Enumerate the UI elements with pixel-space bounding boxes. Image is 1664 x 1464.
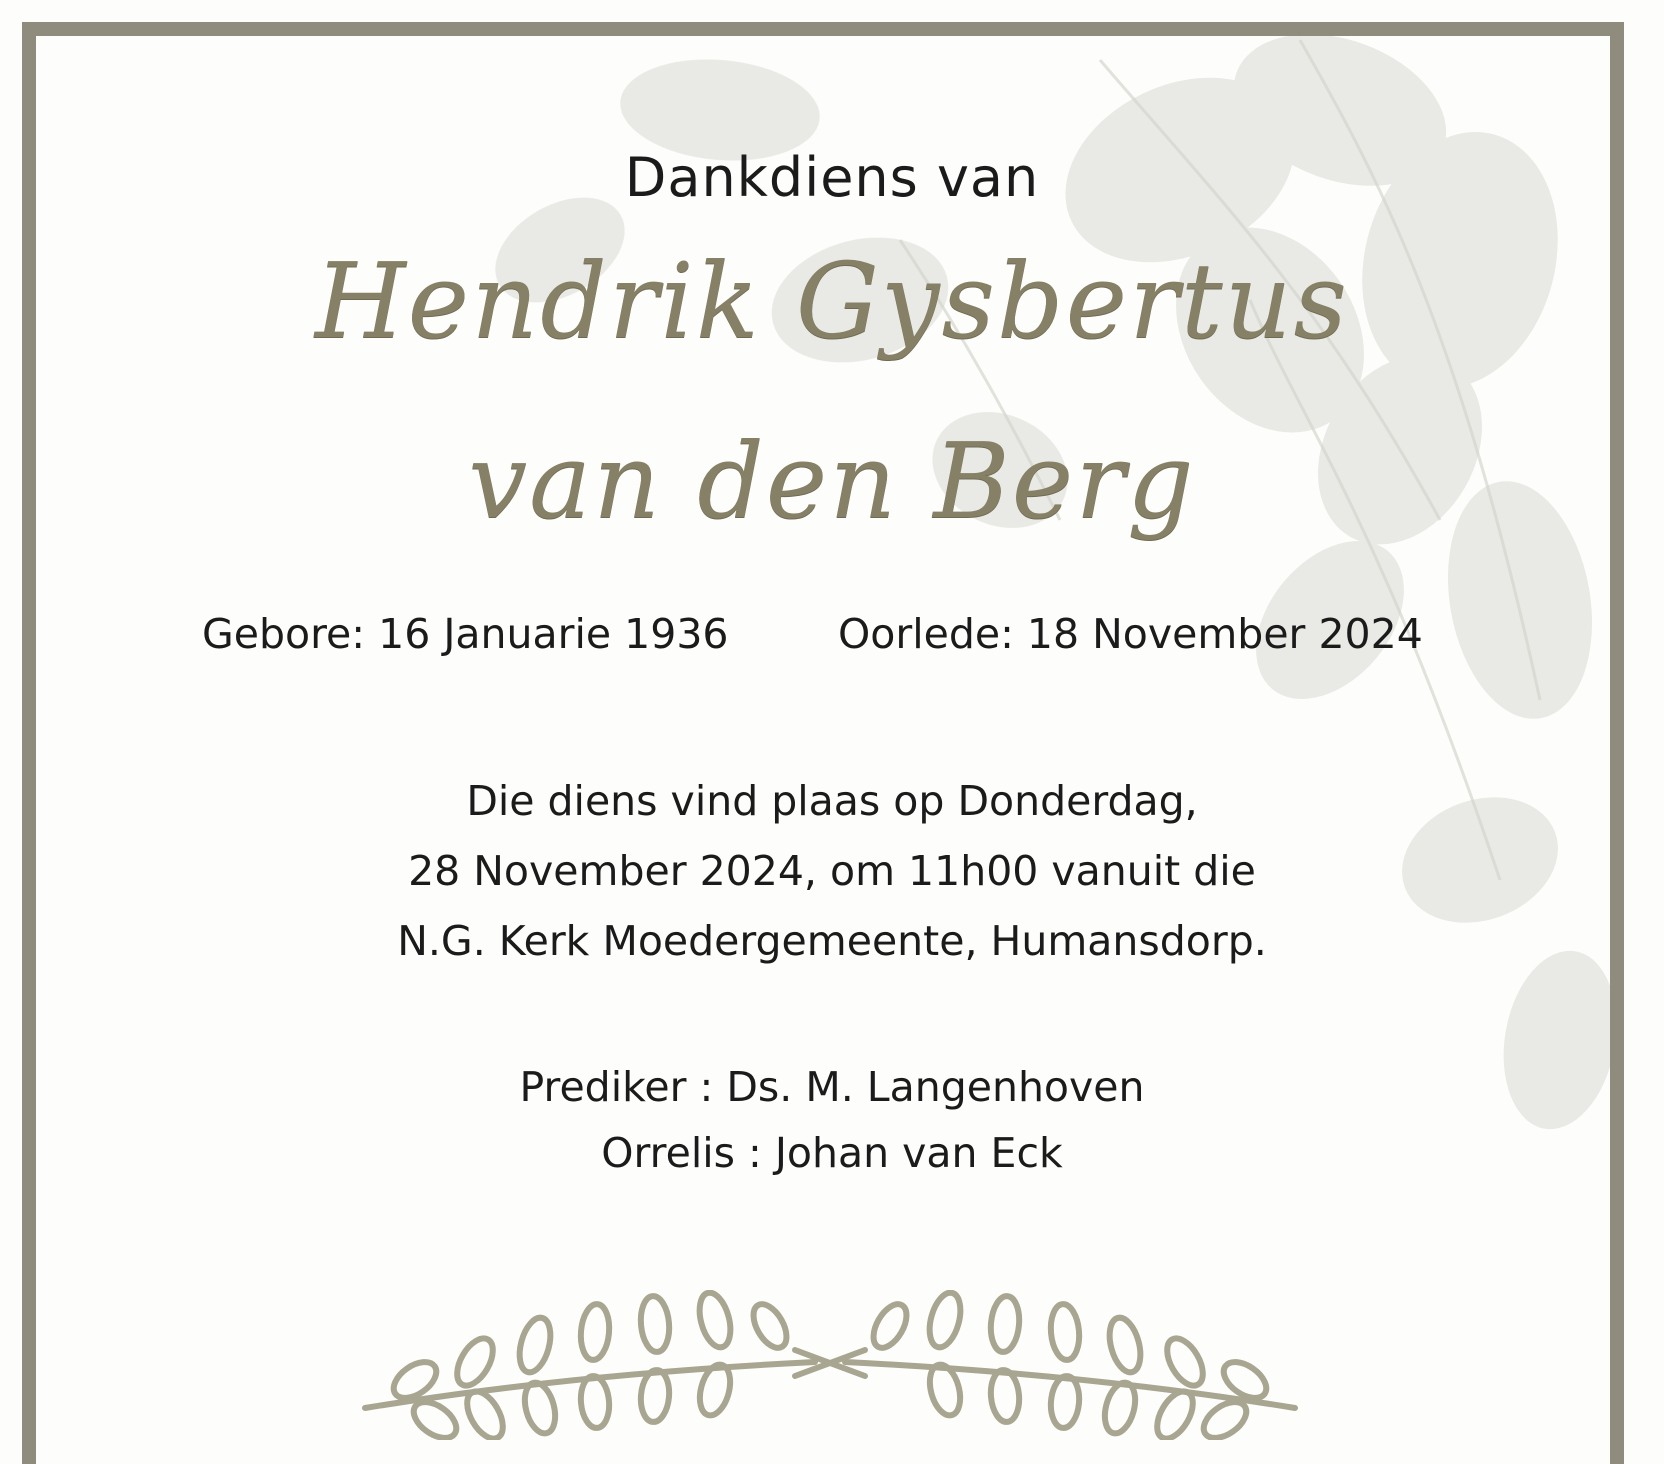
- service-details: [0, 766, 1664, 976]
- service-line: Die diens vind plaas op Donderdag,: [466, 777, 1198, 825]
- birth-date: Gebore: 16 Januarie 1936: [202, 610, 729, 658]
- service-line: N.G. Kerk Moedergemeente, Humansdorp.: [397, 917, 1267, 965]
- laurel-branch-icon: [355, 1290, 1305, 1440]
- organist: Orrelis : Johan van Eck: [601, 1129, 1063, 1177]
- service-line: 28 November 2024, om 11h00 vanuit die: [408, 847, 1256, 895]
- officiants: [0, 1054, 1664, 1186]
- deceased-name-first: Hendrik Gysbertus: [314, 240, 1350, 362]
- card-heading: Dankdiens van: [624, 146, 1040, 209]
- death-date: Oorlede: 18 November 2024: [838, 610, 1423, 658]
- preacher: Prediker : Ds. M. Langenhoven: [519, 1063, 1145, 1111]
- deceased-name-last: van den Berg: [468, 420, 1196, 542]
